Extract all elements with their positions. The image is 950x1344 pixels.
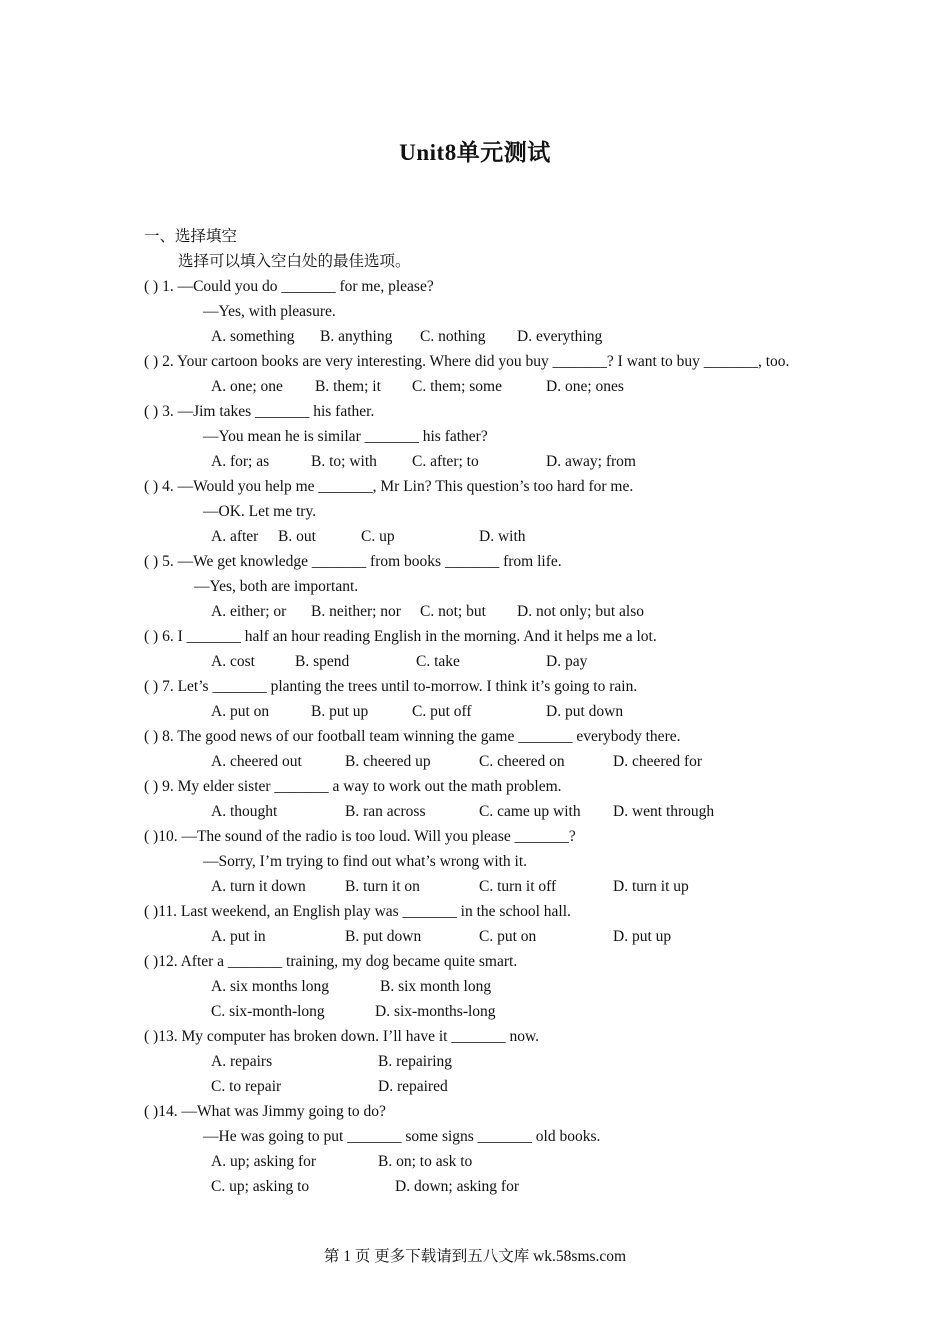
option-b: B. six month long bbox=[380, 978, 492, 995]
question-reply: —He was going to put _______ some signs _______ old books. bbox=[203, 1128, 601, 1145]
option-c: C. cheered on bbox=[479, 753, 565, 770]
question-stem: ( )11. Last weekend, an English play was _______ in the school hall. bbox=[144, 903, 571, 920]
option-row bbox=[144, 1049, 806, 1074]
option-c: C. after; to bbox=[412, 453, 479, 470]
option-row bbox=[144, 1149, 806, 1174]
question-reply: —OK. Let me try. bbox=[203, 503, 317, 520]
question-6 bbox=[144, 624, 806, 674]
option-b: B. them; it bbox=[315, 378, 381, 395]
option-a: A. one; one bbox=[211, 378, 283, 395]
option-b: B. to; with bbox=[311, 453, 377, 470]
option-d: D. put down bbox=[546, 703, 624, 720]
question-3 bbox=[144, 399, 806, 474]
question-reply: —Yes, with pleasure. bbox=[203, 303, 336, 320]
option-b: B. on; to ask to bbox=[378, 1153, 473, 1170]
section-heading: 一、选择填空 bbox=[144, 228, 238, 245]
option-a: A. for; as bbox=[211, 453, 270, 470]
option-row bbox=[144, 524, 806, 549]
question-12 bbox=[144, 949, 806, 1024]
question-stem: ( ) 9. My elder sister _______ a way to work out the math problem. bbox=[144, 778, 562, 795]
option-c: C. six-month-long bbox=[211, 1003, 325, 1020]
question-11 bbox=[144, 899, 806, 949]
question-stem: ( ) 4. —Would you help me _______, Mr Lin? This question’s too hard for me. bbox=[144, 478, 634, 495]
option-b: B. ran across bbox=[345, 803, 426, 820]
option-b: B. turn it on bbox=[345, 878, 420, 895]
option-a: A. turn it down bbox=[211, 878, 306, 895]
option-a: A. after bbox=[211, 528, 259, 545]
option-d: D. down; asking for bbox=[395, 1178, 519, 1195]
option-a: A. put on bbox=[211, 703, 270, 720]
option-row bbox=[144, 974, 806, 999]
page-footer: 第 1 页 更多下载请到五八文库 wk.58sms.com bbox=[323, 1248, 627, 1265]
question-2 bbox=[144, 349, 806, 399]
option-d: D. went through bbox=[613, 803, 715, 820]
option-b: B. neither; nor bbox=[311, 603, 401, 620]
option-row bbox=[144, 999, 806, 1024]
option-row bbox=[144, 1174, 806, 1199]
option-d: D. repaired bbox=[378, 1078, 448, 1095]
option-d: D. turn it up bbox=[613, 878, 689, 895]
option-c: C. them; some bbox=[412, 378, 502, 395]
option-a: A. cost bbox=[211, 653, 255, 670]
option-row bbox=[144, 324, 806, 349]
option-b: B. put up bbox=[311, 703, 369, 720]
question-reply: —Yes, both are important. bbox=[194, 578, 359, 595]
option-row bbox=[144, 749, 806, 774]
option-b: B. repairing bbox=[378, 1053, 453, 1070]
question-stem: ( )10. —The sound of the radio is too loud. Will you please _______? bbox=[144, 828, 576, 845]
option-b: B. spend bbox=[295, 653, 350, 670]
section-instruction: 选择可以填入空白处的最佳选项。 bbox=[178, 253, 411, 270]
option-a: A. put in bbox=[211, 928, 266, 945]
option-c: C. turn it off bbox=[479, 878, 557, 895]
option-row bbox=[144, 924, 806, 949]
option-a: A. six months long bbox=[211, 978, 329, 995]
option-d: D. put up bbox=[613, 928, 672, 945]
question-stem: ( )14. —What was Jimmy going to do? bbox=[144, 1103, 386, 1120]
question-7 bbox=[144, 674, 806, 724]
option-row bbox=[144, 599, 806, 624]
page-title: Unit8单元测试 bbox=[399, 140, 551, 165]
option-row bbox=[144, 449, 806, 474]
option-c: C. came up with bbox=[479, 803, 581, 820]
option-b: B. cheered up bbox=[345, 753, 431, 770]
option-a: A. thought bbox=[211, 803, 278, 820]
option-a: A. something bbox=[211, 328, 295, 345]
question-14 bbox=[144, 1099, 806, 1199]
question-5 bbox=[144, 549, 806, 624]
option-c: C. take bbox=[416, 653, 460, 670]
option-d: D. everything bbox=[517, 328, 603, 345]
option-c: C. put off bbox=[412, 703, 472, 720]
question-stem: ( )13. My computer has broken down. I’ll have it _______ now. bbox=[144, 1028, 540, 1045]
option-b: B. out bbox=[278, 528, 316, 545]
option-a: A. up; asking for bbox=[211, 1153, 317, 1170]
question-10 bbox=[144, 824, 806, 899]
option-c: C. up; asking to bbox=[211, 1178, 310, 1195]
option-row bbox=[144, 874, 806, 899]
question-stem: ( ) 3. —Jim takes _______ his father. bbox=[144, 403, 375, 420]
question-4 bbox=[144, 474, 806, 549]
option-row bbox=[144, 699, 806, 724]
option-c: C. not; but bbox=[420, 603, 486, 620]
question-8 bbox=[144, 724, 806, 774]
option-c: C. put on bbox=[479, 928, 537, 945]
option-row bbox=[144, 1074, 806, 1099]
option-d: D. with bbox=[479, 528, 526, 545]
question-1 bbox=[144, 274, 806, 349]
option-b: B. put down bbox=[345, 928, 422, 945]
option-d: D. away; from bbox=[546, 453, 636, 470]
question-stem: ( )12. After a _______ training, my dog became quite smart. bbox=[144, 953, 518, 970]
option-c: C. nothing bbox=[420, 328, 486, 345]
option-d: D. not only; but also bbox=[517, 603, 645, 620]
option-d: D. six-months-long bbox=[375, 1003, 496, 1020]
question-stem: ( ) 5. —We get knowledge _______ from books _______ from life. bbox=[144, 553, 562, 570]
option-row bbox=[144, 374, 806, 399]
question-9 bbox=[144, 774, 806, 824]
question-13 bbox=[144, 1024, 806, 1099]
question-stem: ( ) 6. I _______ half an hour reading English in the morning. And it helps me a lot. bbox=[144, 628, 657, 645]
option-a: A. cheered out bbox=[211, 753, 302, 770]
option-d: D. one; ones bbox=[546, 378, 624, 395]
option-a: A. either; or bbox=[211, 603, 287, 620]
question-stem: ( ) 1. —Could you do _______ for me, please? bbox=[144, 278, 434, 295]
question-reply: —You mean he is similar _______ his father? bbox=[203, 428, 488, 445]
question-stem: ( ) 8. The good news of our football team winning the game _______ everybody there. bbox=[144, 728, 681, 745]
question-stem: ( ) 7. Let’s _______ planting the trees until to-morrow. I think it’s going to rain. bbox=[144, 678, 638, 695]
question-stem: ( ) 2. Your cartoon books are very interesting. Where did you buy _______? I want to buy _______, too. bbox=[144, 353, 790, 370]
exam-content bbox=[144, 224, 806, 1199]
option-row bbox=[144, 799, 806, 824]
option-row bbox=[144, 649, 806, 674]
option-a: A. repairs bbox=[211, 1053, 273, 1070]
question-reply: —Sorry, I’m trying to find out what’s wrong with it. bbox=[203, 853, 528, 870]
option-c: C. to repair bbox=[211, 1078, 282, 1095]
option-d: D. pay bbox=[546, 653, 588, 670]
option-b: B. anything bbox=[320, 328, 393, 345]
option-c: C. up bbox=[361, 528, 395, 545]
option-d: D. cheered for bbox=[613, 753, 703, 770]
